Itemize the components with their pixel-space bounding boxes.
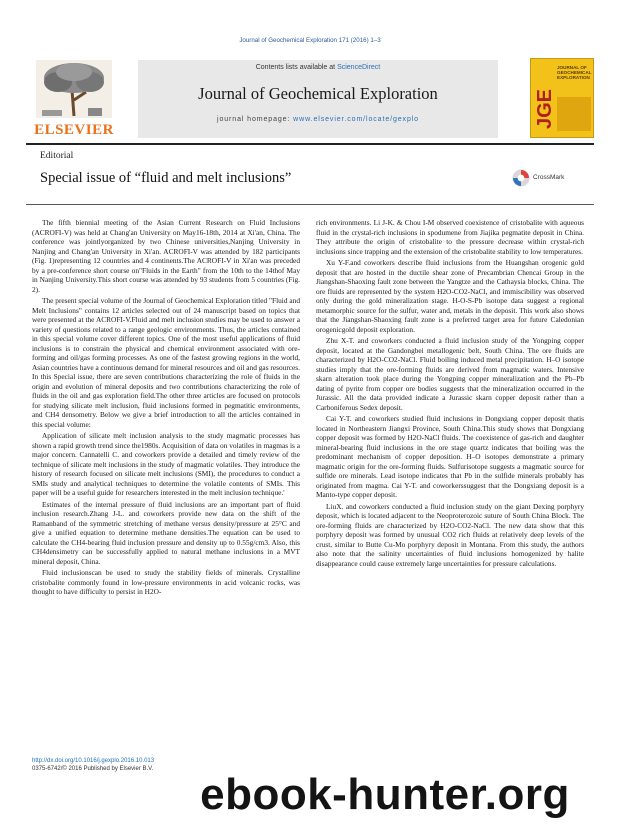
paragraph: Fluid inclusionscan be used to study the stability fields of minerals. Crystalline cristobalite commonly found in low-pressure environments in acid volcanic rocks, was thought to have difficulty to persist in H2O- <box>32 568 300 596</box>
page-footer <box>32 757 154 773</box>
paragraph: The fifth biennial meeting of the Asian Current Research on Fluid Inclusions (ACROFI-V) was held at Chang'an University on May16-18th, 2014 at Xi'an, China. The conference was jointlyorganized by two Chinese universities,Nanjing University in Nanjing and Chang'an University in Xi'an. ACROFI-V was attended by 182 participants (Fig. 1)representing 12 countries and 4 continents.The ACROFI-V in Xi'an was preceded by a pre-conference short course on"Fluids in the Earth" from the 10th to the 14thof May in Nanjing University.This short course was attended by 93 students from 5 countries (Fig. 2). <box>32 218 300 294</box>
paragraph: Zhu X-T. and coworkers conducted a fluid inclusion study of the Yongping copper deposit, located at the Gandongbei metallogenic belt, South China. The ore fluids are characterized by H2O-CO2-NaCl. Fluid boiling induced metal precipitation. H–O isotope studies imply that the ore-forming fluids are derived from magmatic waters. Intensive skarn alteration took place during the Yongping copper mineralization and the Pb–Pb dating of pyrite from copper ore bodies suggests that the mineralization occurred in the Jurassic. All the data provided indicate a Jurassic skarn copper deposit rather than a Carboniferous Sedex deposit. <box>316 336 584 412</box>
contents-prefix: Contents lists available at <box>255 64 338 71</box>
body-column-right <box>316 218 584 570</box>
journal-homepage <box>138 116 498 123</box>
title-divider <box>26 204 594 205</box>
cover-title: JOURNAL OF GEOCHEMICAL EXPLORATION <box>557 65 592 81</box>
homepage-link[interactable]: www.elsevier.com/locate/gexplo <box>293 116 419 123</box>
sciencedirect-link[interactable]: ScienceDirect <box>337 64 381 71</box>
elsevier-wordmark: ELSEVIER <box>34 122 114 138</box>
doi-link[interactable]: http://dx.doi.org/10.1016/j.gexplo.2016.10.013 <box>32 758 155 764</box>
homepage-prefix: journal homepage: <box>217 116 294 123</box>
contents-availability <box>138 64 498 71</box>
masthead-center-panel <box>138 60 498 138</box>
journal-masthead <box>26 58 594 140</box>
article-title: Special issue of “fluid and melt inclusions” <box>40 170 292 186</box>
crossmark-label: CrossMark <box>533 174 565 181</box>
elsevier-tree-icon <box>36 60 112 118</box>
cover-abbrev: JGE <box>534 88 556 129</box>
journal-title: Journal of Geochemical Exploration <box>198 84 438 103</box>
journal-cover-thumbnail[interactable] <box>530 58 594 138</box>
cover-graphic <box>557 97 591 131</box>
paragraph: Estimates of the internal pressure of fluid inclusions are an important part of fluid inclusion research.Zhang J-L. and coworkers provide new data on the shift of the Ramanband of the symmetric stretching of methane versus density/pressure at 25°C and give a unified equation to determine methane densities.The equation can be used to calculate the CH4-bearing fluid inclusion pressure and density up to 0.55g/cm3. Also, this CH4densimetry can be successfully applied to natural methane inclusions in a MVT mineral deposit, China. <box>32 499 300 566</box>
paragraph: Xu Y-F.and coworkers describe fluid inclusions from the Huangshan orogenic gold deposit that are hosted in the ductile shear zone of Precambrian Chencai Group in the Jiangshan-Shaoxing fault zone between the Yangtze and the Cathaysia blocks, China. The ore fluids are represented by the system H2O-CO2-NaCl, and immiscibility was observed only during the gold mineralization stage. H-O-S-Pb isotope data suggest a regional metamorphic source for the sulfur, water and, metals in the deposit. This work also shows that the Jiangshan-Shaoxing fault zone is a preferred target area for future Caledonian orogenicgold deposit exploration. <box>316 258 584 334</box>
elsevier-logo[interactable] <box>26 58 122 138</box>
body-column-left <box>32 218 300 599</box>
crossmark-badge[interactable] <box>512 168 582 190</box>
copyright-line: 0375-6742/© 2016 Published by Elsevier B.V. <box>32 766 154 772</box>
crossmark-icon <box>512 169 530 187</box>
header-divider <box>26 143 594 145</box>
paragraph: rich environments. Li J-K. & Chou I-M observed coexistence of cristobalite with aqueous fluid in the crystal-rich inclusions in spodumene from Jiajika pegmatite deposit in China. They attribute the origin of cristobalite to the pressure decrease within crystal-rich inclusions since trapping and the extension of the cristobalite stability to low temperatures. <box>316 218 584 256</box>
watermark: ebook-hunter.org <box>200 770 570 819</box>
paragraph: Application of silicate melt inclusion analysis to the study magmatic processes has shown a rapid growth trend since the1980s. Acquisition of data on volatiles in magmas is a major concern. Cannatelli C. and coworkers provide a detailed and timely review of the technique of silicate melt inclusions in the study of magmatic volatiles. They introduce the history of research focused on silicate melt inclusions (SMI), the procedures to conduct a SMIs study and analytical techniques to determine the volatile contents of SMIs. This paper will be a useful guide for researchers interested in the melt inclusion technique.' <box>32 431 300 497</box>
paragraph: LiuX. and coworkers conducted a fluid inclusion study on the giant Dexing porphyry deposit, which is located adjacent to the Neoproterozoic suture of South China Block. The ore-forming fluids are characterized by H2O-CO2-NaCl. The new data show that this porphyry deposit was formed by unusual CO2 rich fluids at relatively deep levels of the crust, similar to Butte Cu-Mo porphyry deposit in Montana. From this study, the authors also note that the salinity uncertainties of fluid inclusions homogenized by halite disappearance could cause extremely large uncertainties for pressure calculations. <box>316 501 584 568</box>
paragraph: The present special volume of the Journal of Geochemical Exploration titled "Fluid and Melt Inclusions" contains 12 articles selected out of 24 manuscript based on topics that were presented at the ACROFI-V.Fluid and melt inclusion studies may be used to answer a variety of questions related to a range geologic environments. Thus, the articles contained in this special volume cover different topics. One of the most useful applications of fluid inclusions is to constrain the physical and chemical environment associated with ore-forming and oil/gas forming processes. As one of the fastest growing regions in the world, Asian countries have a continuous demand for mineral resources and oil and gas resources. In this Special issue, there are seven contributions characterizing the role of fluids in the origin and evolution of mineral deposits and two contributions characterizing the role of fluids in the oil and gas exploration field.The other three articles are focused on protocols for studying silicate melt inclusion, fluid inclusions formed in pegmatitic environments, and CH4 densometry. Below we give a brief introduction to all the articles contained in this special volume: <box>32 296 300 429</box>
section-label: Editorial <box>40 151 74 161</box>
running-head[interactable]: Journal of Geochemical Exploration 171 (2016) 1–3 <box>239 37 381 44</box>
paragraph: Cai Y-T. and coworkers studied fluid inclusions in Dongxiang copper deposit thatis located in Northeastern Jiangxi Province, South China.This study shows that Dongxiang copper deposit was formed by H2O-NaCl fluids. The coexistence of gas-rich and daughter mineral-bearing fluid inclusions in the ore stage quartz indicates that boiling was the predominant mechanism of copper deposition. H–O isotopes demonstrate a primary magmatic origin for the ore-forming fluids. Sulfurisotope suggests a magmatic source for sulfide ore minerals. Lead isotope indicates that Pb in the sulfide minerals probably has originated from magma. Cai Y-T. and coworkerssuggest that the Dongxiang deposit is a Manto-type copper deposit. <box>316 414 584 499</box>
